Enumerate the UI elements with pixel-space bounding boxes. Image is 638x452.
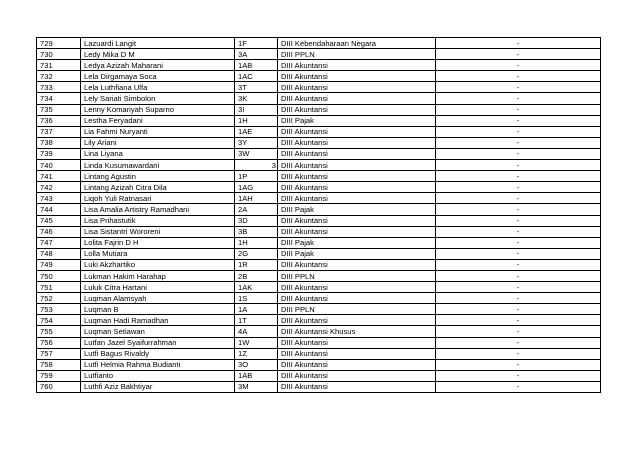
student-name-cell: Lintang Agustin	[81, 171, 235, 182]
class-cell: 2B	[235, 270, 278, 281]
note-cell: -	[436, 171, 601, 182]
table-row	[37, 171, 601, 182]
program-cell: DIII Akuntansi	[278, 348, 436, 359]
row-number-cell: 732	[37, 71, 81, 82]
note-cell: -	[436, 126, 601, 137]
row-number-cell: 740	[37, 160, 81, 171]
student-name-cell: Ledya Azizah Maharani	[81, 60, 235, 71]
class-cell: 1H	[235, 115, 278, 126]
table-row	[37, 182, 601, 193]
student-name-cell: Lutfi Helmia Rahma Budianti	[81, 359, 235, 370]
table-row	[37, 49, 601, 60]
class-cell: 1P	[235, 171, 278, 182]
note-cell: -	[436, 137, 601, 148]
student-name-cell: Ledy Mika D M	[81, 49, 235, 60]
table-row	[37, 160, 601, 171]
program-cell: DIII PPLN	[278, 49, 436, 60]
note-cell: -	[436, 337, 601, 348]
row-number-cell: 741	[37, 171, 81, 182]
note-cell: -	[436, 370, 601, 381]
table-row	[37, 381, 601, 392]
class-cell: 1S	[235, 293, 278, 304]
program-cell: DIII Pajak	[278, 237, 436, 248]
row-number-cell: 736	[37, 115, 81, 126]
table-row	[37, 337, 601, 348]
note-cell: -	[436, 204, 601, 215]
table-row	[37, 270, 601, 281]
student-name-cell: Lestha Feryadani	[81, 115, 235, 126]
note-cell: -	[436, 115, 601, 126]
student-name-cell: Liqoh Yuli Ratnasari	[81, 193, 235, 204]
program-cell: DIII Pajak	[278, 115, 436, 126]
row-number-cell: 735	[37, 104, 81, 115]
note-cell: -	[436, 226, 601, 237]
row-number-cell: 748	[37, 248, 81, 259]
class-cell: 1R	[235, 259, 278, 270]
program-cell: DIII Pajak	[278, 248, 436, 259]
row-number-cell: 734	[37, 93, 81, 104]
table-row	[37, 282, 601, 293]
program-cell: DIII Akuntansi	[278, 71, 436, 82]
table-row	[37, 370, 601, 381]
table-row	[37, 104, 601, 115]
student-name-cell: Lela Luthfiana Ulfa	[81, 82, 235, 93]
program-cell: DIII Akuntansi	[278, 182, 436, 193]
table-row	[37, 71, 601, 82]
student-name-cell: Linda Kusumawardani	[81, 160, 235, 171]
program-cell: DIII Akuntansi	[278, 359, 436, 370]
table-body	[37, 38, 601, 393]
program-cell: DIII Akuntansi	[278, 137, 436, 148]
table-row	[37, 304, 601, 315]
note-cell: -	[436, 148, 601, 159]
note-cell: -	[436, 381, 601, 392]
note-cell: -	[436, 193, 601, 204]
student-name-cell: Lolita Fajrin D H	[81, 237, 235, 248]
class-cell: 1T	[235, 315, 278, 326]
student-name-cell: Luqman Setiawan	[81, 326, 235, 337]
student-name-cell: Lisa Amalia Artistry Ramadhani	[81, 204, 235, 215]
program-cell: DIII Akuntansi	[278, 381, 436, 392]
class-cell: 1AC	[235, 71, 278, 82]
program-cell: DIII PPLN	[278, 304, 436, 315]
row-number-cell: 743	[37, 193, 81, 204]
student-name-cell: Lutfan Jazel Syaifurrahman	[81, 337, 235, 348]
row-number-cell: 733	[37, 82, 81, 93]
program-cell: DIII Akuntansi	[278, 93, 436, 104]
table-row	[37, 215, 601, 226]
program-cell: DIII Akuntansi	[278, 337, 436, 348]
class-cell: 2A	[235, 204, 278, 215]
row-number-cell: 747	[37, 237, 81, 248]
class-cell: 3T	[235, 82, 278, 93]
note-cell: -	[436, 71, 601, 82]
note-cell: -	[436, 215, 601, 226]
row-number-cell: 758	[37, 359, 81, 370]
row-number-cell: 744	[37, 204, 81, 215]
student-name-cell: Lely Sariati Simbolon	[81, 93, 235, 104]
table-row	[37, 193, 601, 204]
table-row	[37, 137, 601, 148]
student-name-cell: Lolla Mutiara	[81, 248, 235, 259]
note-cell: -	[436, 326, 601, 337]
student-name-cell: Lia Fahmi Nuryanti	[81, 126, 235, 137]
class-cell: 3O	[235, 359, 278, 370]
student-name-cell: Lisa Prihastutik	[81, 215, 235, 226]
student-name-cell: Lintang Azizah Citra Dila	[81, 182, 235, 193]
note-cell: -	[436, 259, 601, 270]
table-row	[37, 93, 601, 104]
program-cell: DIII Akuntansi	[278, 215, 436, 226]
class-cell: 1AB	[235, 60, 278, 71]
table-row	[37, 115, 601, 126]
row-number-cell: 753	[37, 304, 81, 315]
row-number-cell: 750	[37, 270, 81, 281]
note-cell: -	[436, 160, 601, 171]
row-number-cell: 742	[37, 182, 81, 193]
table-row	[37, 38, 601, 49]
class-cell: 3K	[235, 93, 278, 104]
note-cell: -	[436, 182, 601, 193]
class-cell: 1AH	[235, 193, 278, 204]
class-cell: 1Z	[235, 348, 278, 359]
student-name-cell: Lazuardi Langit	[81, 38, 235, 49]
table-row	[37, 348, 601, 359]
student-name-cell: Lutfianto	[81, 370, 235, 381]
note-cell: -	[436, 282, 601, 293]
row-number-cell: 752	[37, 293, 81, 304]
class-cell: 1F	[235, 38, 278, 49]
class-cell: 1A	[235, 304, 278, 315]
note-cell: -	[436, 104, 601, 115]
note-cell: -	[436, 60, 601, 71]
row-number-cell: 730	[37, 49, 81, 60]
student-name-cell: Luqman Alamsyah	[81, 293, 235, 304]
table-row	[37, 60, 601, 71]
row-number-cell: 759	[37, 370, 81, 381]
class-cell: 3I	[235, 104, 278, 115]
row-number-cell: 756	[37, 337, 81, 348]
table-row	[37, 248, 601, 259]
program-cell: DIII Akuntansi	[278, 315, 436, 326]
program-cell: DIII Kebendaharaan Negara	[278, 38, 436, 49]
class-cell: 4A	[235, 326, 278, 337]
table-row	[37, 326, 601, 337]
student-name-cell: Luluk Citra Hartani	[81, 282, 235, 293]
table-row	[37, 359, 601, 370]
table-row	[37, 204, 601, 215]
note-cell: -	[436, 270, 601, 281]
class-cell: 1AE	[235, 126, 278, 137]
table-row	[37, 293, 601, 304]
class-cell: 2G	[235, 248, 278, 259]
note-cell: -	[436, 293, 601, 304]
note-cell: -	[436, 93, 601, 104]
row-number-cell: 745	[37, 215, 81, 226]
row-number-cell: 754	[37, 315, 81, 326]
class-cell: 3A	[235, 49, 278, 60]
program-cell: DIII Akuntansi	[278, 160, 436, 171]
row-number-cell: 737	[37, 126, 81, 137]
note-cell: -	[436, 49, 601, 60]
row-number-cell: 731	[37, 60, 81, 71]
note-cell: -	[436, 248, 601, 259]
student-name-cell: Luki Akzhartiko	[81, 259, 235, 270]
class-cell: 3W	[235, 148, 278, 159]
class-cell: 1AK	[235, 282, 278, 293]
table-row	[37, 315, 601, 326]
note-cell: -	[436, 237, 601, 248]
note-cell: -	[436, 315, 601, 326]
class-cell: 1H	[235, 237, 278, 248]
table-row	[37, 82, 601, 93]
program-cell: DIII Akuntansi Khusus	[278, 326, 436, 337]
student-name-cell: Lisa Sistantri Wororeni	[81, 226, 235, 237]
row-number-cell: 760	[37, 381, 81, 392]
row-number-cell: 746	[37, 226, 81, 237]
program-cell: DIII Akuntansi	[278, 226, 436, 237]
row-number-cell: 749	[37, 259, 81, 270]
note-cell: -	[436, 82, 601, 93]
program-cell: DIII Akuntansi	[278, 148, 436, 159]
row-number-cell: 729	[37, 38, 81, 49]
table-row	[37, 259, 601, 270]
student-name-cell: Lily Ariani	[81, 137, 235, 148]
table-row	[37, 226, 601, 237]
row-number-cell: 755	[37, 326, 81, 337]
program-cell: DIII Akuntansi	[278, 104, 436, 115]
student-name-cell: Lina Liyana	[81, 148, 235, 159]
student-name-cell: Lenny Komariyah Suparno	[81, 104, 235, 115]
row-number-cell: 757	[37, 348, 81, 359]
program-cell: DIII Akuntansi	[278, 60, 436, 71]
program-cell: DIII Pajak	[278, 204, 436, 215]
student-list-table	[36, 37, 601, 393]
class-cell: 3D	[235, 215, 278, 226]
row-number-cell: 739	[37, 148, 81, 159]
program-cell: DIII Akuntansi	[278, 293, 436, 304]
program-cell: DIII Akuntansi	[278, 193, 436, 204]
program-cell: DIII Akuntansi	[278, 82, 436, 93]
program-cell: DIII Akuntansi	[278, 126, 436, 137]
program-cell: DIII PPLN	[278, 270, 436, 281]
table-row	[37, 148, 601, 159]
program-cell: DIII Akuntansi	[278, 259, 436, 270]
table-row	[37, 126, 601, 137]
class-cell: 3Y	[235, 137, 278, 148]
program-cell: DIII Akuntansi	[278, 370, 436, 381]
student-name-cell: Lela Dirgamaya Soca	[81, 71, 235, 82]
class-cell: 1AG	[235, 182, 278, 193]
table-row	[37, 237, 601, 248]
row-number-cell: 751	[37, 282, 81, 293]
note-cell: -	[436, 348, 601, 359]
note-cell: -	[436, 359, 601, 370]
row-number-cell: 738	[37, 137, 81, 148]
student-name-cell: Luqman B	[81, 304, 235, 315]
class-cell: 3M	[235, 381, 278, 392]
class-cell: 1W	[235, 337, 278, 348]
class-cell: 3	[235, 160, 278, 171]
student-name-cell: Luthfi Aziz Bakhtiyar	[81, 381, 235, 392]
student-name-cell: Lukman Hakim Harahap	[81, 270, 235, 281]
note-cell: -	[436, 304, 601, 315]
class-cell: 3B	[235, 226, 278, 237]
program-cell: DIII Akuntansi	[278, 282, 436, 293]
program-cell: DIII Akuntansi	[278, 171, 436, 182]
student-name-cell: Luqman Hadi Ramadhan	[81, 315, 235, 326]
class-cell: 1AB	[235, 370, 278, 381]
note-cell: -	[436, 38, 601, 49]
student-name-cell: Lutfi Bagus Rivaldy	[81, 348, 235, 359]
